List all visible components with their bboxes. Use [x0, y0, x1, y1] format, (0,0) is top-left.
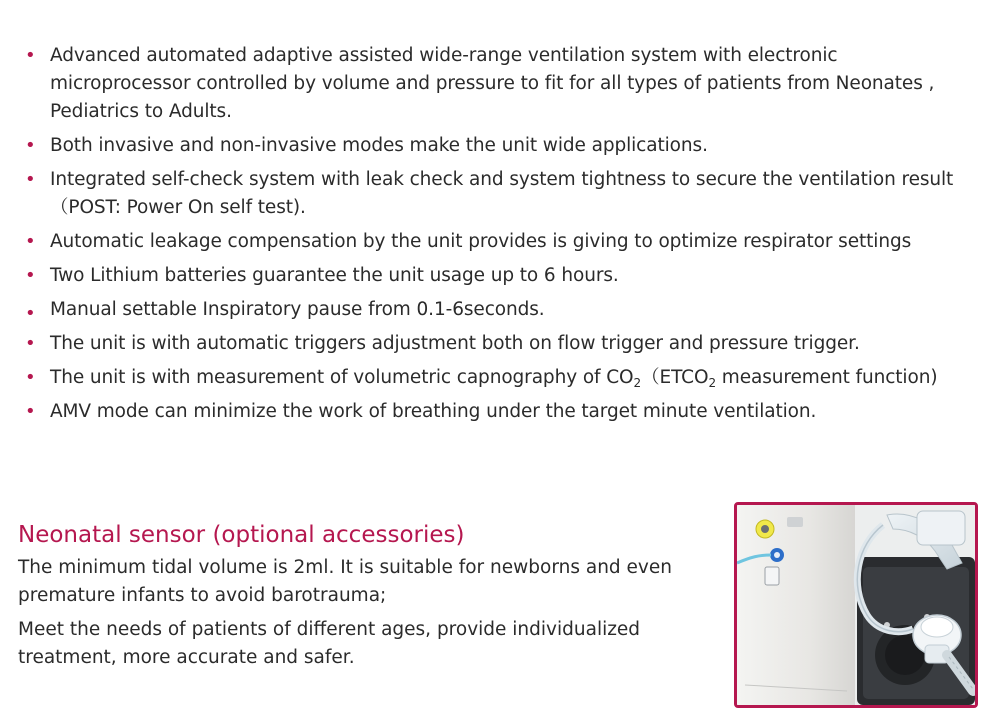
- feature-text-part: （ETCO: [641, 367, 709, 388]
- sensor-paragraph: The minimum tidal volume is 2ml. It is suitable for newborns and even premature infants to avoid barotrauma;: [18, 557, 672, 606]
- subscript: 2: [708, 376, 717, 390]
- bullet-icon: •: [25, 401, 36, 422]
- bullet-icon: •: [25, 231, 36, 252]
- feature-item: [25, 228, 975, 256]
- feature-item: [25, 132, 975, 160]
- section-title: Neonatal sensor (optional accessories): [18, 522, 465, 548]
- feature-item: [25, 330, 975, 358]
- bullet-icon: •: [25, 367, 36, 388]
- bullet-icon: •: [25, 303, 36, 324]
- feature-text: AMV mode can minimize the work of breathing under the target minute ventilation.: [50, 401, 817, 422]
- bullet-icon: •: [25, 135, 36, 156]
- feature-text: Automatic leakage compensation by the unit provides is giving to optimize respirator settings: [50, 231, 912, 252]
- feature-text-part: measurement function): [716, 367, 938, 388]
- feature-text: Two Lithium batteries guarantee the unit usage up to 6 hours.: [50, 265, 619, 286]
- neonatal-sensor-photo: [734, 502, 978, 708]
- bullet-icon: •: [25, 265, 36, 286]
- feature-text: Both invasive and non-invasive modes make the unit wide applications.: [50, 135, 708, 156]
- feature-text: Advanced automated adaptive assisted wide-range ventilation system with electronic microprocessor controlled by volume and pressure to fit for all types of patients from Neonates , Pediatrics to Adults.: [50, 45, 935, 122]
- feature-text: Manual settable Inspiratory pause from 0.1-6seconds.: [50, 299, 545, 320]
- sensor-paragraph: Meet the needs of patients of different ages, provide individualized treatment, more accurate and safer.: [18, 619, 641, 668]
- feature-item: [25, 296, 975, 324]
- ventilator-image: [737, 505, 975, 705]
- feature-item: [25, 398, 975, 426]
- bullet-icon: •: [25, 333, 36, 354]
- subscript: 2: [633, 376, 642, 390]
- feature-item: [25, 42, 975, 126]
- bullet-icon: •: [25, 45, 36, 66]
- feature-text-part: The unit is with measurement of volumetric capnography of CO: [50, 367, 634, 388]
- feature-list: [25, 42, 975, 432]
- feature-text: [50, 367, 937, 388]
- bullet-icon: •: [25, 169, 36, 190]
- feature-item: [25, 166, 975, 222]
- feature-item: [25, 364, 975, 392]
- feature-text: The unit is with automatic triggers adjustment both on flow trigger and pressure trigger.: [50, 333, 860, 354]
- feature-text: Integrated self-check system with leak check and system tightness to secure the ventilation result（POST: Power On self test).: [50, 169, 954, 218]
- feature-item: [25, 262, 975, 290]
